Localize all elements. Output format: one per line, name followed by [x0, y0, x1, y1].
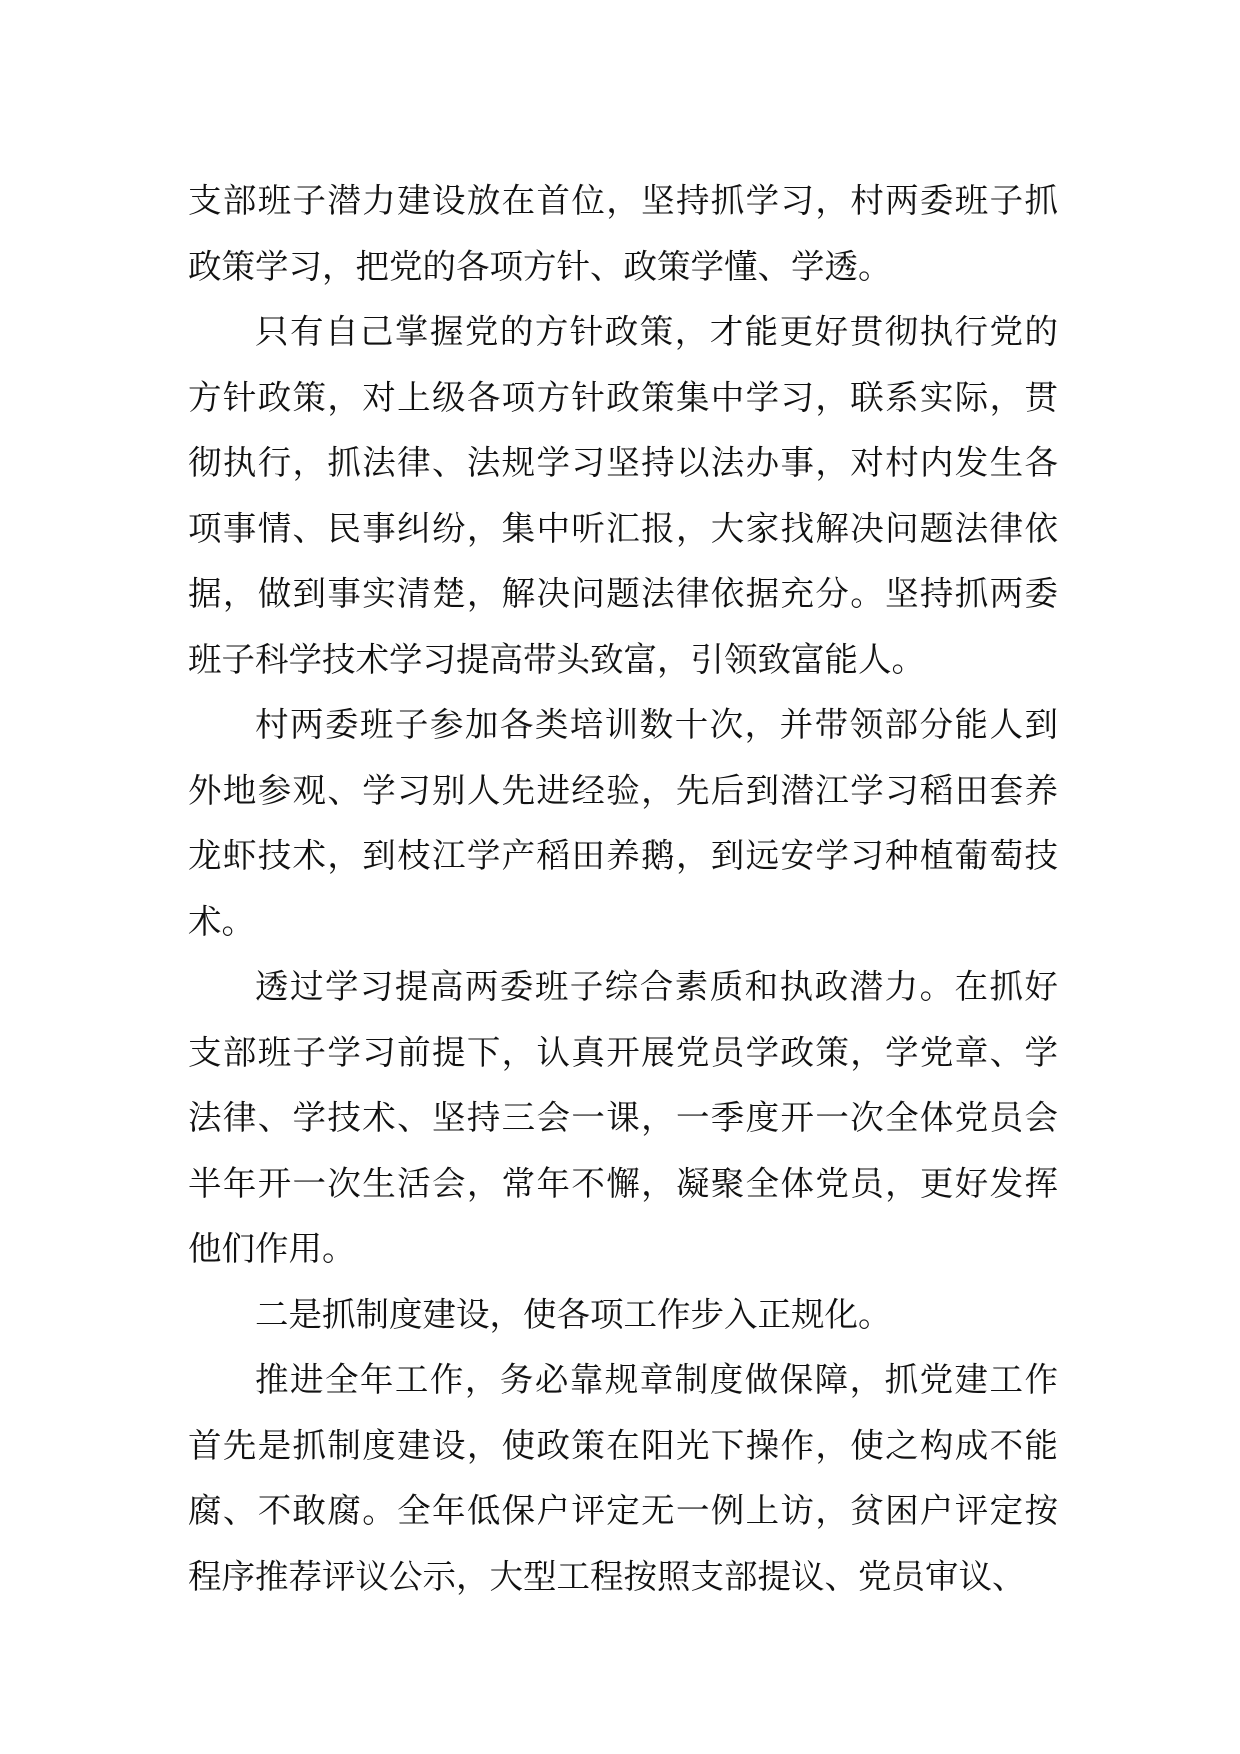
paragraph-5: 二是抓制度建设，使各项工作步入正规化。 — [255, 1294, 892, 1334]
paragraph-6: 推进全年工作，务必靠规章制度做保障，抓党建工作首先是抓制度建设，使政策在阳光下操作，使之构成不能腐、不敢腐。全年低保户评定无一例上访，贫困户评定按程序推荐评议公示，大型工程按照支部提议、党员审议、 — [188, 1360, 1058, 1596]
document-body — [188, 168, 1058, 1609]
paragraph-3: 村两委班子参加各类培训数十次，并带领部分能人到外地参观、学习别人先进经验，先后到潜江学习稻田套养龙虾技术，到枝江学产稻田养鹅，到远安学习种植葡萄技术。 — [188, 705, 1058, 941]
paragraph-1: 支部班子潜力建设放在首位，坚持抓学习，村两委班子抓政策学习，把党的各项方针、政策学懂、学透。 — [188, 181, 1058, 286]
paragraph-2: 只有自己掌握党的方针政策，才能更好贯彻执行党的方针政策，对上级各项方针政策集中学习，联系实际，贯彻执行，抓法律、法规学习坚持以法办事，对村内发生各项事情、民事纠纷，集中听汇报，大家找解决问题法律依据，做到事实清楚，解决问题法律依据充分。坚持抓两委班子科学技术学习提高带头致富，引领致富能人。 — [188, 312, 1058, 679]
paragraph-4: 透过学习提高两委班子综合素质和执政潜力。在抓好支部班子学习前提下，认真开展党员学政策，学党章、学法律、学技术、坚持三会一课，一季度开一次全体党员会半年开一次生活会，常年不懈，凝聚全体党员，更好发挥他们作用。 — [188, 967, 1058, 1268]
